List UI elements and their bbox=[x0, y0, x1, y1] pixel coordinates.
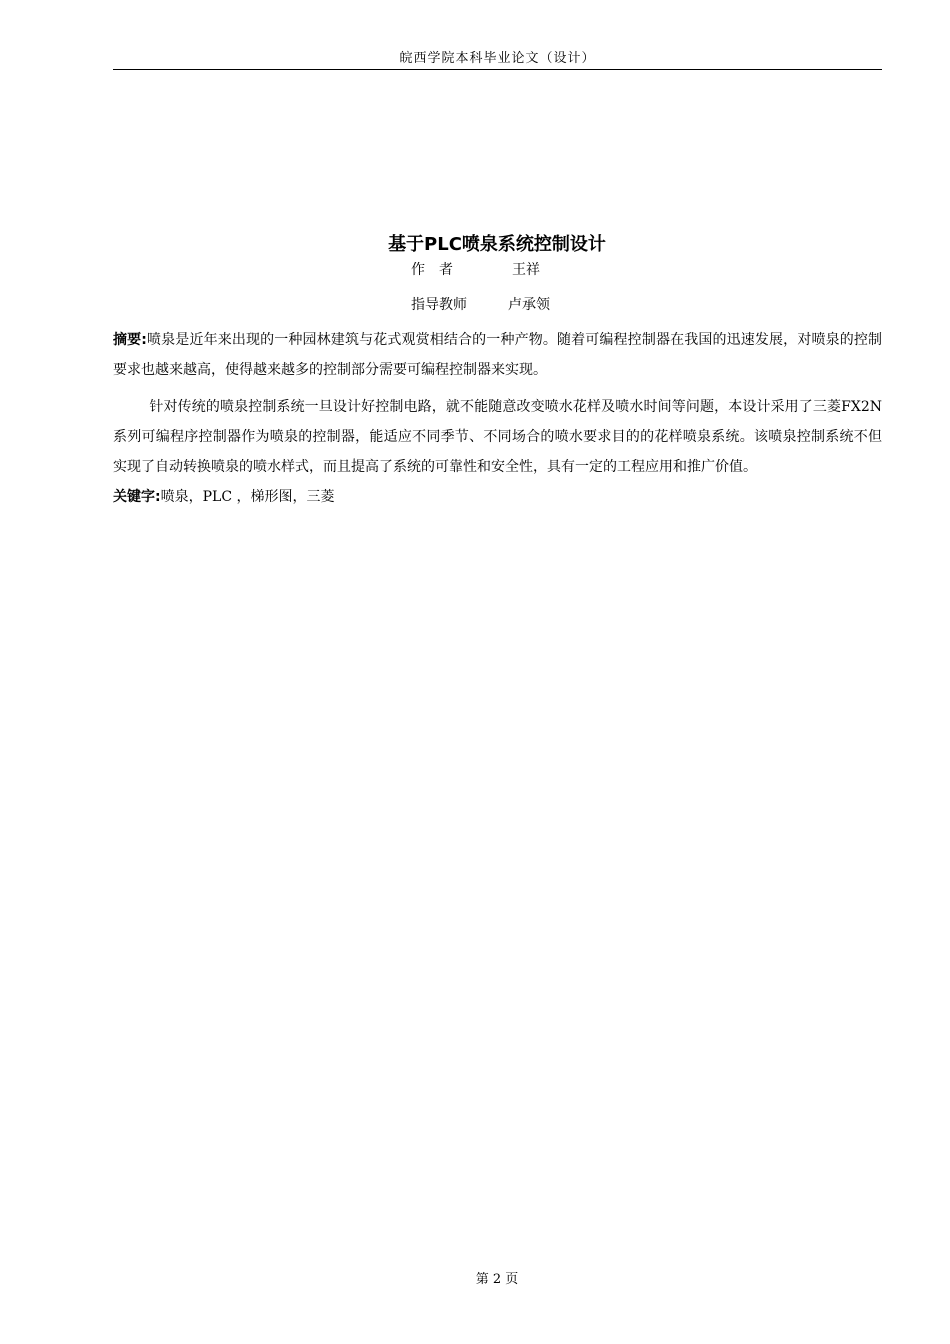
advisor-name: 卢承领 bbox=[508, 297, 550, 313]
document-title: 基于PLC喷泉系统控制设计 bbox=[388, 234, 606, 255]
abstract-paragraph-1 bbox=[113, 325, 882, 385]
keywords-colon: : bbox=[155, 489, 161, 505]
abstract-label: 摘要 bbox=[113, 332, 142, 348]
abstract-text-1: 喷泉是近年来出现的一种园林建筑与花式观赏相结合的一种产物。随着可编程控制器在我国的迅速发展，对喷泉的控制要求也越来越高，使得越来越多的控制部分需要可编程控制器来实现。 bbox=[113, 332, 883, 378]
keywords-text: 喷泉，PLC ，梯形图，三菱 bbox=[160, 489, 335, 505]
header-rule bbox=[113, 69, 882, 70]
author-name: 王祥 bbox=[512, 262, 540, 278]
author-label: 作 者 bbox=[411, 262, 453, 278]
abstract-colon: : bbox=[141, 332, 147, 348]
abstract-paragraph-2: 针对传统的喷泉控制系统一旦设计好控制电路，就不能随意改变喷水花样及喷水时间等问题，本设计采用了三菱FX2N系列可编程序控制器作为喷泉的控制器，能适应不同季节、不同场合的喷水要求目的的花样喷泉系统。该喷泉控制系统不但实现了自动转换喷泉的喷水样式，而且提高了系统的可靠性和安全性，具有一定的工程应用和推广价值。 bbox=[113, 399, 882, 475]
abstract-section bbox=[113, 325, 882, 512]
page-header: 皖西学院本科毕业论文（设计） bbox=[399, 51, 596, 66]
keywords-line bbox=[113, 482, 882, 512]
page-number: 第 2 页 bbox=[475, 1272, 519, 1287]
advisor-label: 指导教师 bbox=[411, 297, 467, 313]
keywords-label: 关键字 bbox=[113, 489, 155, 505]
